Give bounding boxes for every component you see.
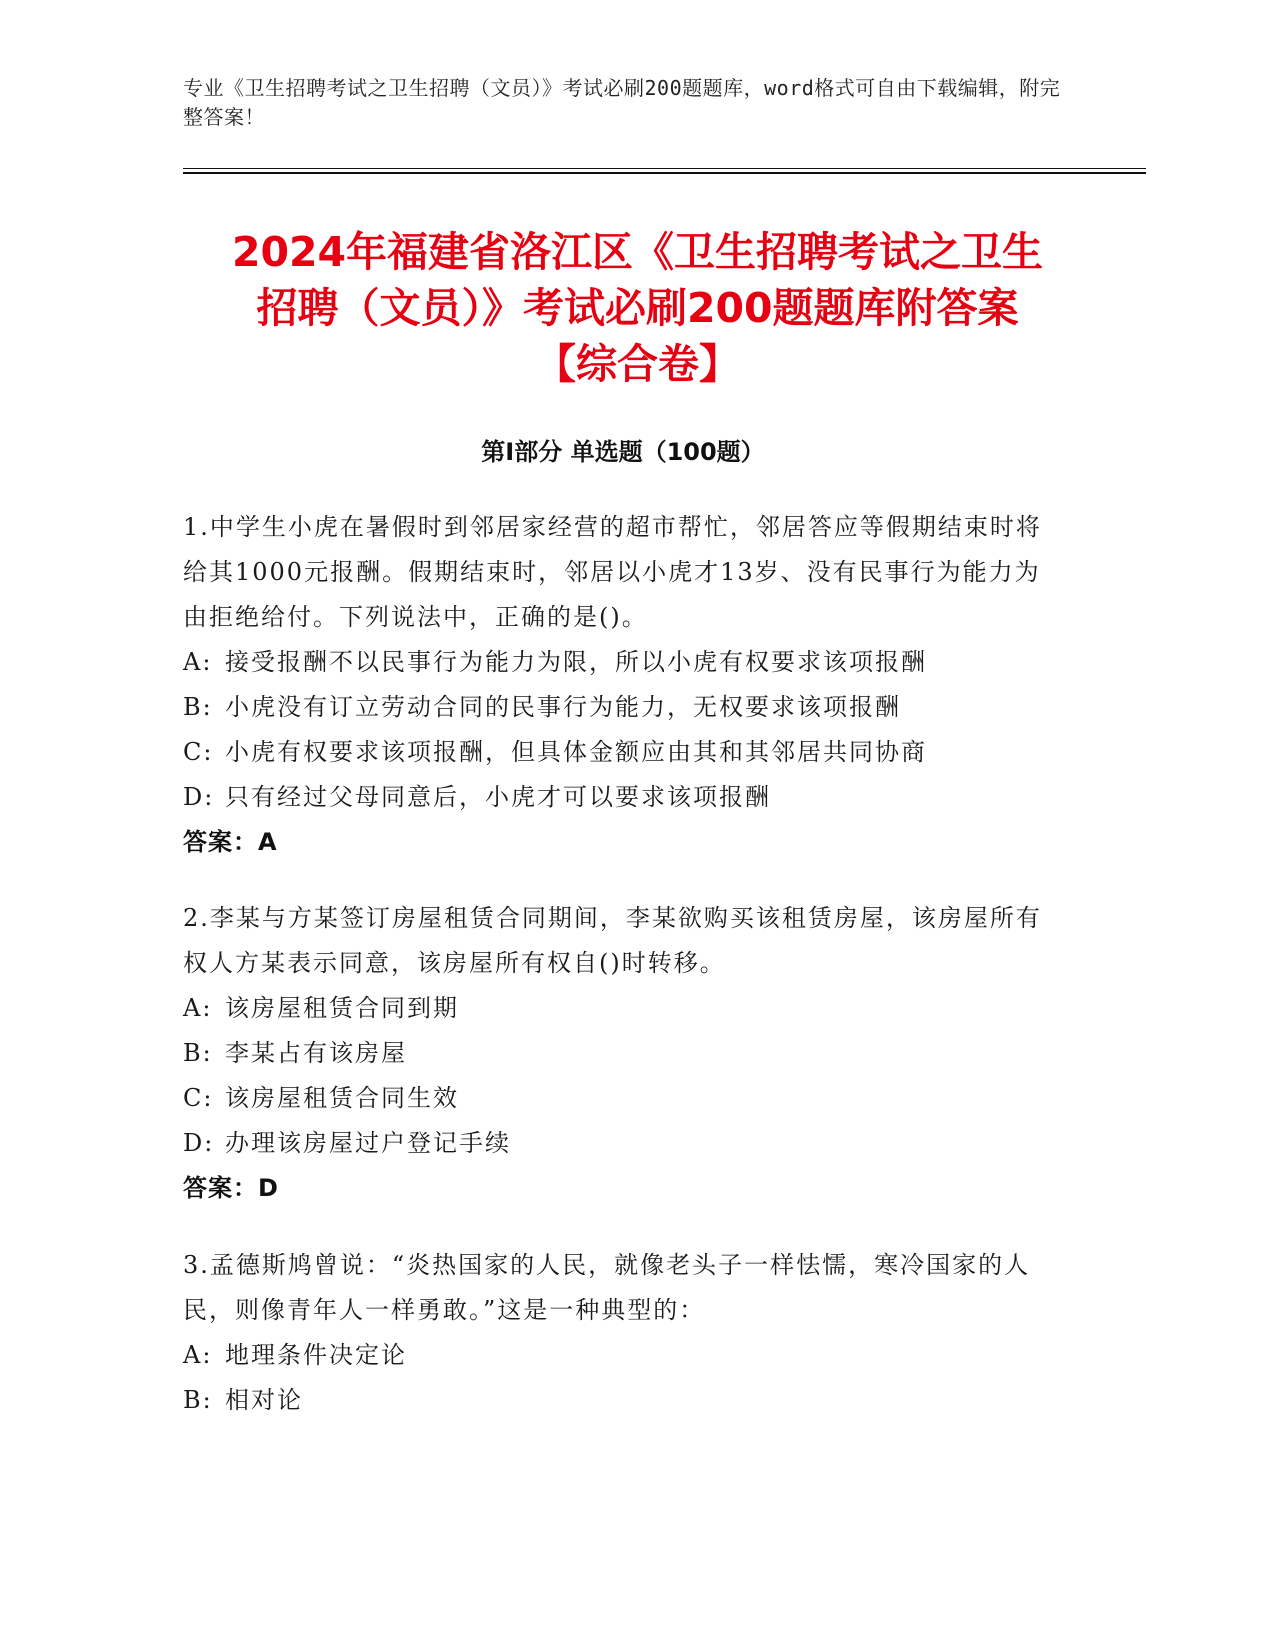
option-b: [183, 1031, 1063, 1076]
question-3: [183, 1243, 1063, 1423]
answer-label: 答案：A: [183, 828, 278, 856]
header-divider-thick: [183, 172, 1146, 174]
option-a: [183, 1333, 1063, 1378]
option-letter: A:: [183, 994, 213, 1022]
option-letter: A:: [183, 1341, 213, 1369]
option-text: 小虎没有订立劳动合同的民事行为能力，无权要求该项报酬: [225, 693, 901, 721]
option-c: [183, 1076, 1063, 1121]
option-text: 办理该房屋过户登记手续: [225, 1129, 511, 1157]
header-divider-thin: [183, 168, 1146, 169]
option-text: 该房屋租赁合同到期: [225, 994, 459, 1022]
answer-label: 答案：D: [183, 1174, 279, 1202]
option-text: 只有经过父母同意后，小虎才可以要求该项报酬: [225, 783, 771, 811]
question-stem: 2.李某与方某签订房屋租赁合同期间，李某欲购买该租赁房屋，该房屋所有权人方某表示同意，该房屋所有权自()时转移。: [183, 904, 1042, 977]
question-1: [183, 505, 1063, 865]
question-stem: 1.中学生小虎在暑假时到邻居家经营的超市帮忙，邻居答应等假期结束时将给其1000元报酬。假期结束时，邻居以小虎才13岁、没有民事行为能力为由拒绝给付。下列说法中，正确的是()。: [183, 513, 1042, 631]
option-a: [183, 640, 1063, 685]
option-b: [183, 685, 1063, 730]
option-c: [183, 730, 1063, 775]
option-letter: A:: [183, 648, 213, 676]
question-2: [183, 896, 1063, 1211]
option-text: 李某占有该房屋: [225, 1039, 407, 1067]
question-stem: 3.孟德斯鸠曾说：“炎热国家的人民，就像老头子一样怯懦，寒冷国家的人民，则像青年人一样勇敢。”这是一种典型的：: [183, 1251, 1031, 1324]
option-d: [183, 1121, 1063, 1166]
option-letter: C:: [183, 1084, 214, 1112]
option-letter: B:: [183, 693, 213, 721]
option-d: [183, 775, 1063, 820]
option-letter: B:: [183, 1039, 213, 1067]
option-b: [183, 1378, 1063, 1423]
title-line-3: 【综合卷】: [535, 340, 740, 388]
title-line-1: 2024年福建省洛江区《卫生招聘考试之卫生: [231, 228, 1044, 276]
option-text: 接受报酬不以民事行为能力为限，所以小虎有权要求该项报酬: [225, 648, 927, 676]
document-title: [150, 224, 1125, 392]
option-text: 该房屋租赁合同生效: [225, 1084, 459, 1112]
option-text: 地理条件决定论: [225, 1341, 407, 1369]
title-line-2: 招聘（文员）》考试必刷200题题库附答案: [256, 284, 1019, 332]
option-letter: D:: [183, 783, 215, 811]
option-letter: D:: [183, 1129, 215, 1157]
option-letter: B:: [183, 1386, 213, 1414]
section-title: 第I部分 单选题（100题）: [481, 438, 765, 466]
option-text: 相对论: [225, 1386, 303, 1414]
option-a: [183, 986, 1063, 1031]
header-note: 专业《卫生招聘考试之卫生招聘（文员）》考试必刷200题题库，word格式可自由下载编辑，附完整答案！: [183, 76, 1061, 129]
option-letter: C:: [183, 738, 214, 766]
option-text: 小虎有权要求该项报酬，但具体金额应由其和其邻居共同协商: [225, 738, 927, 766]
